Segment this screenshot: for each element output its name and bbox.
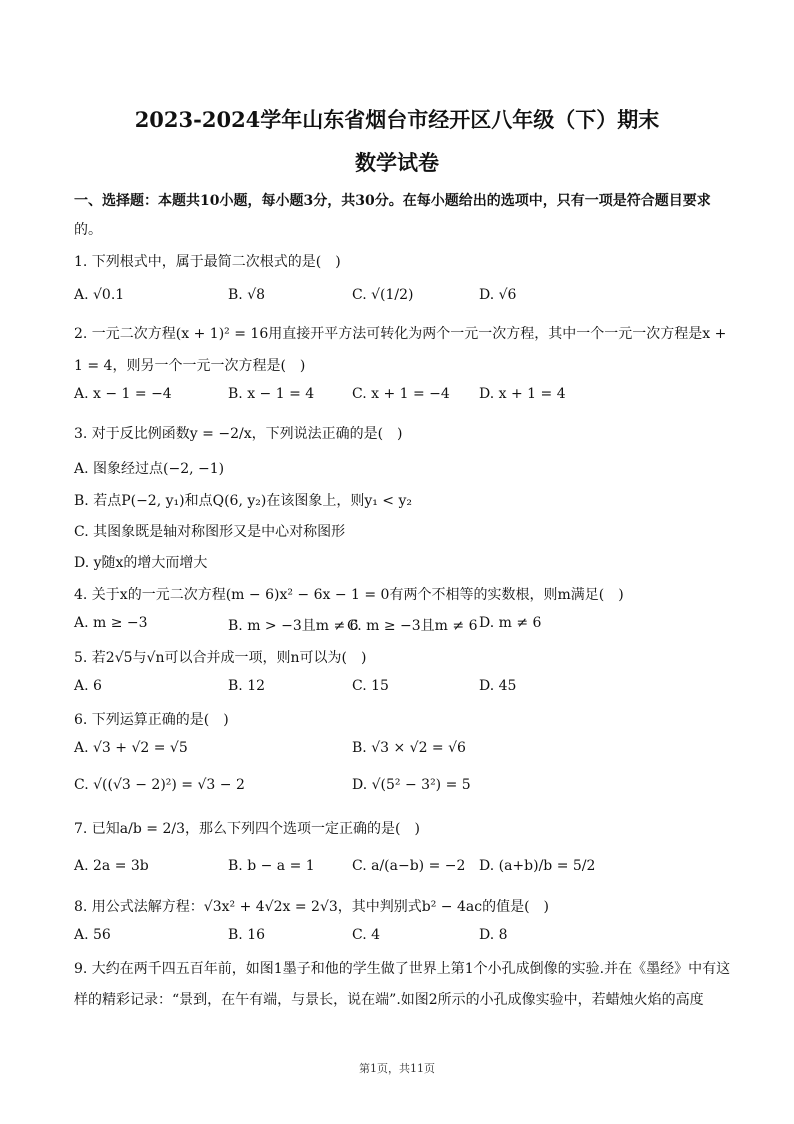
q1-option-c: C. √(1/2) (352, 287, 414, 303)
q8-option-a: A. 56 (74, 927, 111, 943)
q1-option-a: A. √0.1 (74, 287, 125, 303)
question-6: 6. 下列运算正确的是( ) (74, 712, 229, 728)
q1-option-b: B. √8 (228, 287, 266, 303)
q3-option-c: C. 其图象既是轴对称图形又是中心对称图形 (74, 524, 346, 540)
q7-option-a: A. 2a = 3b (74, 858, 149, 874)
q7-option-c: C. a/(a−b) = −2 (352, 858, 466, 874)
question-9-cont: 样的精彩记录：“景到，在午有端，与景长，说在端”.如图2所示的小孔成像实验中，若蜡烛火焰的高度 (74, 992, 704, 1008)
q2-option-c: C. x + 1 = −4 (352, 386, 450, 402)
q7-option-d: D. (a+b)/b = 5/2 (479, 858, 596, 874)
q4-option-b: B. m > −3且m ≠ 6 (228, 618, 359, 634)
question-8: 8. 用公式法解方程：√3x² + 4√2x = 2√3，其中判别式b² − 4ac的值是( ) (74, 899, 549, 915)
question-1: 1. 下列根式中，属于最简二次根式的是( ) (74, 254, 341, 270)
q4-option-c: C. m ≥ −3且m ≠ 6 (347, 618, 478, 634)
q6-option-c: C. √((√3 − 2)²) = √3 − 2 (74, 777, 245, 793)
q2-option-d: D. x + 1 = 4 (479, 386, 566, 402)
q5-option-a: A. 6 (74, 678, 102, 694)
q6-option-b: B. √3 × √2 = √6 (352, 740, 466, 756)
q8-option-d: D. 8 (479, 927, 508, 943)
page-footer: 第1页，共11页 (359, 1062, 435, 1075)
q1-option-d: D. √6 (479, 287, 517, 303)
question-7: 7. 已知a/b = 2/3，那么下列四个选项一定正确的是( ) (74, 821, 420, 837)
q6-option-d: D. √(5² − 3²) = 5 (352, 777, 471, 793)
question-9: 9. 大约在两千四五百年前，如图1墨子和他的学生做了世界上第1个小孔成倒像的实验.并在《墨经》中有这 (74, 961, 731, 977)
q4-option-d: D. m ≠ 6 (479, 615, 542, 631)
q3-option-a: A. 图象经过点(−2, −1) (74, 461, 225, 477)
q2-option-b: B. x − 1 = 4 (228, 386, 315, 402)
question-5: 5. 若2√5与√n可以合并成一项，则n可以为( ) (74, 650, 367, 666)
q7-option-b: B. b − a = 1 (228, 858, 315, 874)
q2-option-a: A. x − 1 = −4 (74, 386, 172, 402)
q8-option-c: C. 4 (352, 927, 381, 943)
q3-option-b: B. 若点P(−2, y₁)和点Q(6, y₂)在该图象上，则y₁ < y₂ (74, 493, 412, 509)
question-2-cont: 1 = 4，则另一个一元一次方程是( ) (74, 358, 306, 374)
q5-option-b: B. 12 (228, 678, 266, 694)
q3-option-d: D. y随x的增大而增大 (74, 555, 208, 571)
section1-instructions: 一、选择题：本题共10小题，每小题3分，共30分。在每小题给出的选项中，只有一项是符合题目要求 (74, 193, 711, 209)
exam-title: 2023-2024学年山东省烟台市经开区八年级（下）期末 (134, 107, 660, 132)
q5-option-c: C. 15 (352, 678, 389, 694)
exam-subtitle: 数学试卷 (355, 150, 439, 175)
q8-option-b: B. 16 (228, 927, 266, 943)
section1-instructions-cont: 的。 (74, 222, 102, 238)
question-4: 4. 关于x的一元二次方程(m − 6)x² − 6x − 1 = 0有两个不相等的实数根，则m满足( ) (74, 587, 624, 603)
question-2: 2. 一元二次方程(x + 1)² = 16用直接开平方法可转化为两个一元一次方程，其中一个一元一次方程是x + (74, 326, 727, 342)
q5-option-d: D. 45 (479, 678, 517, 694)
question-3: 3. 对于反比例函数y = −2/x，下列说法正确的是( ) (74, 426, 403, 442)
q6-option-a: A. √3 + √2 = √5 (74, 740, 188, 756)
q4-option-a: A. m ≥ −3 (74, 615, 148, 631)
